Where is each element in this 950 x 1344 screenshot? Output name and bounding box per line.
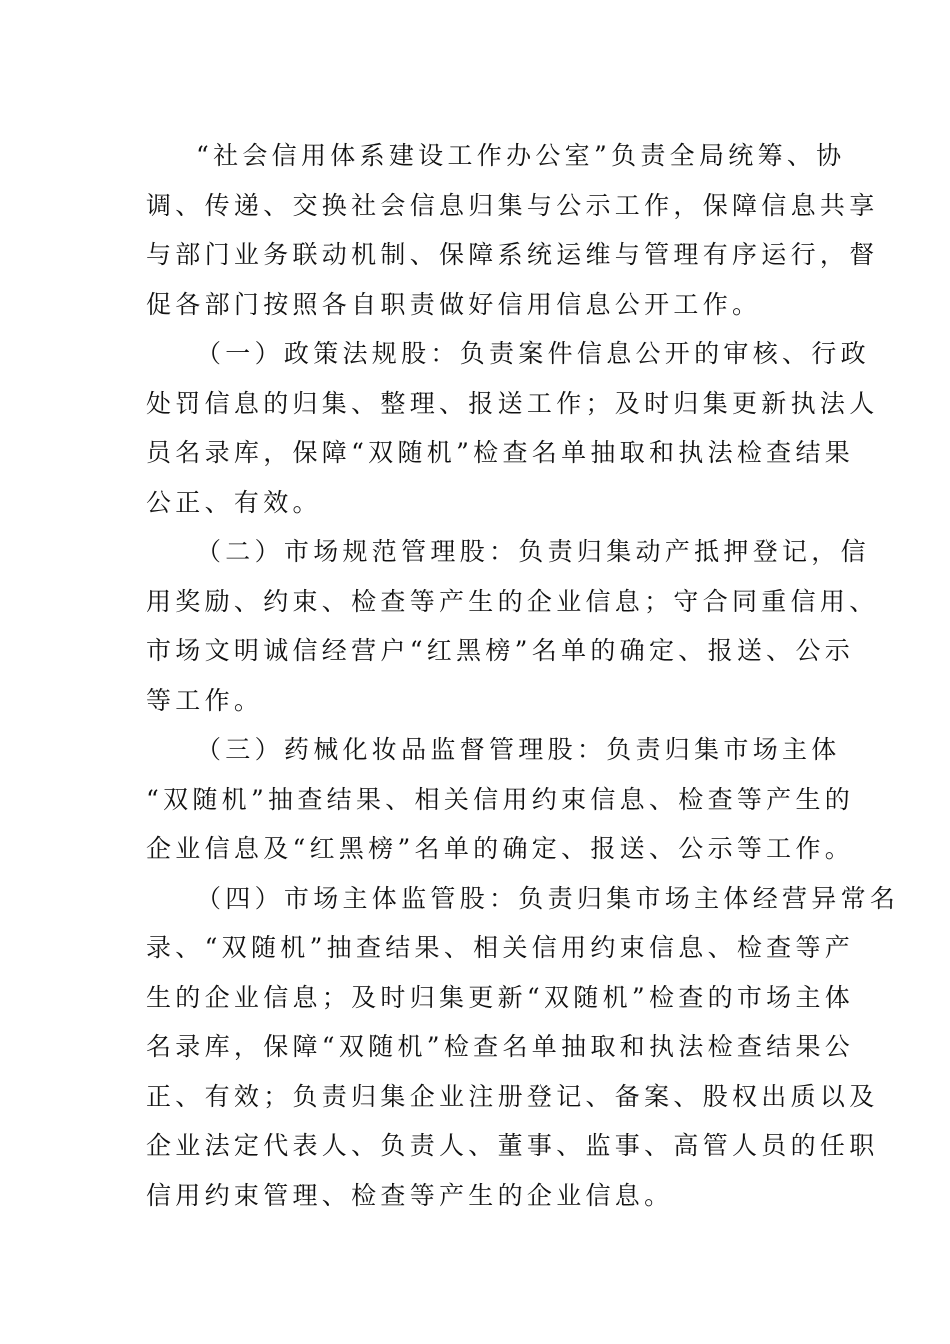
text-line: 市场文明诚信经营户“红黑榜”名单的确定、报送、公示 [146, 636, 855, 665]
text-line: （四）市场主体监管股：负责归集市场主体经营异常名 [196, 883, 900, 913]
text-line: 企业信息及“红黑榜”名单的确定、报送、公示等工作。 [146, 834, 855, 863]
text-line: 等工作。 [146, 685, 264, 715]
text-line: 员名录库，保障“双随机”检查名单抽取和执法检查结果 [146, 438, 855, 467]
text-line: 录、“双随机”抽查结果、相关信用约束信息、检查等产 [146, 933, 855, 962]
text-line: “社会信用体系建设工作办公室”负责全局统筹、协 [196, 141, 846, 170]
text-line: “双随机”抽查结果、相关信用约束信息、检查等产生的 [146, 784, 855, 814]
text-line: 与部门业务联动机制、保障系统运维与管理有序运行，督 [146, 240, 879, 269]
text-line: 促各部门按照各自职责做好信用信息公开工作。 [146, 289, 762, 319]
paragraph-market-regulation [146, 527, 879, 725]
text-line: 企业法定代表人、负责人、董事、监事、高管人员的任职 [146, 1131, 879, 1160]
text-line: 用奖励、约束、检查等产生的企业信息；守合同重信用、 [146, 586, 879, 616]
document-body [146, 131, 900, 1220]
paragraph-policy-regulation [146, 329, 879, 527]
text-line: 生的企业信息；及时归集更新“双随机”检查的市场主体 [146, 982, 855, 1012]
text-line: 信用约束管理、检查等产生的企业信息。 [146, 1180, 674, 1210]
text-line: 调、传递、交换社会信息归集与公示工作，保障信息共享 [146, 190, 879, 220]
paragraph-drug-cosmetics [146, 725, 855, 874]
text-line: 名录库，保障“双随机”检查名单抽取和执法检查结果公 [146, 1032, 855, 1061]
text-line: 正、有效；负责归集企业注册登记、备案、股权出质以及 [146, 1081, 879, 1111]
paragraph-credit-office [146, 131, 879, 329]
text-line: （一）政策法规股：负责案件信息公开的审核、行政 [196, 339, 870, 368]
text-line: 处罚信息的归集、整理、报送工作；及时归集更新执法人 [146, 388, 879, 418]
paragraph-market-entity [146, 874, 900, 1221]
text-line: 公正、有效。 [146, 487, 322, 517]
text-line: （二）市场规范管理股：负责归集动产抵押登记，信 [196, 537, 870, 566]
text-line: （三）药械化妆品监督管理股：负责归集市场主体 [196, 735, 841, 764]
